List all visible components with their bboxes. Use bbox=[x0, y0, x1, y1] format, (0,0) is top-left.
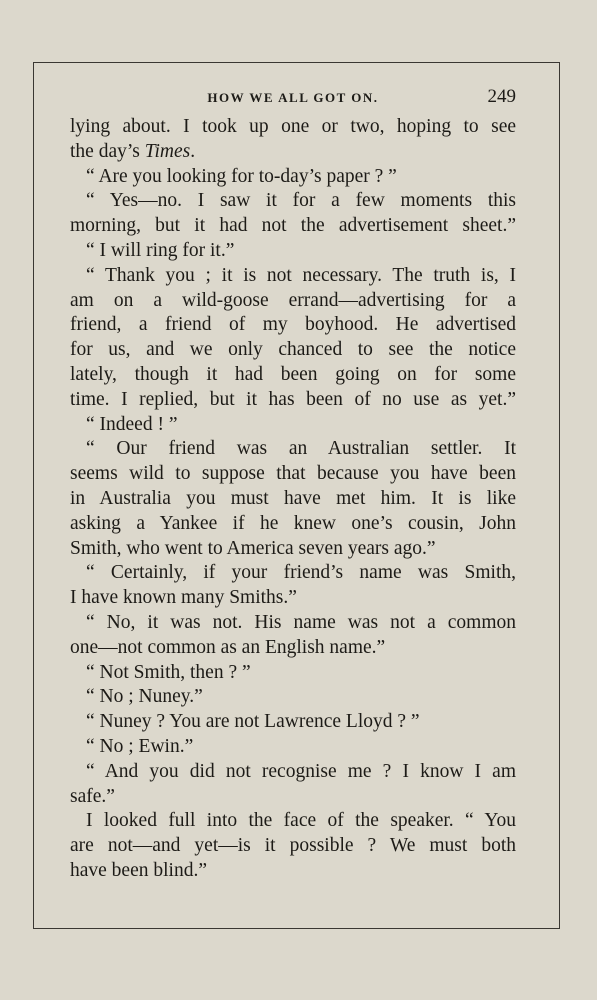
text-line: time. I replied, but it has been of no use as yet.” bbox=[70, 388, 516, 410]
text-line: “ I will ring for it.” bbox=[86, 239, 235, 261]
text-line: “ Yes—no. I saw it for a few moments this bbox=[86, 190, 516, 212]
text-line: “ No ; Nuney.” bbox=[86, 686, 203, 708]
text-line: “ Certainly, if your friend’s name was Smith, bbox=[86, 562, 516, 584]
text-line: in Australia you must have met him. It is like bbox=[70, 487, 516, 509]
text-line: lying about. I took up one or two, hoping to see bbox=[70, 116, 516, 137]
text-line: “ Not Smith, then ? ” bbox=[86, 661, 251, 683]
text-line: friend, a friend of my boyhood. He advertised bbox=[70, 314, 516, 336]
text-line: “ Our friend was an Australian settler. It bbox=[86, 438, 516, 460]
text-line: am on a wild-goose errand—advertising for a bbox=[70, 289, 516, 311]
text-line: morning, but it had not the advertisement sheet.” bbox=[70, 215, 516, 237]
text-line: seems wild to suppose that because you have been bbox=[70, 463, 516, 485]
text-line: “ No, it was not. His name was not a common bbox=[86, 611, 516, 633]
body-text bbox=[70, 115, 516, 884]
text-line: are not—and yet—is it possible ? We must both bbox=[70, 835, 516, 857]
page-number: 249 bbox=[487, 86, 516, 107]
text-line: “ Are you looking for to-day’s paper ? ” bbox=[86, 165, 397, 187]
text-line: “ And you did not recognise me ? I know I am bbox=[86, 760, 516, 782]
text-line: lately, though it had been going on for some bbox=[70, 363, 516, 385]
text-line: “ No ; Ewin.” bbox=[86, 735, 194, 757]
text-line: I looked full into the face of the speaker. “ You bbox=[86, 810, 516, 832]
text-line: “ Indeed ! ” bbox=[86, 413, 178, 435]
text-line: safe.” bbox=[70, 785, 115, 807]
text-line: Smith, who went to America seven years ago.” bbox=[70, 537, 436, 559]
text-line: for us, and we only chanced to see the notice bbox=[70, 339, 516, 361]
text-line: “ Nuney ? You are not Lawrence Lloyd ? ” bbox=[86, 711, 420, 733]
text-line: have been blind.” bbox=[70, 859, 207, 881]
running-head: HOW WE ALL GOT ON. bbox=[207, 90, 379, 105]
text-line: I have known many Smiths.” bbox=[70, 587, 297, 609]
text-line: one—not common as an English name.” bbox=[70, 636, 386, 658]
page-header bbox=[70, 86, 516, 110]
text-line: asking a Yankee if he knew one’s cousin, John bbox=[70, 512, 516, 534]
text-line: “ Thank you ; it is not necessary. The truth is, I bbox=[86, 264, 516, 286]
text-line: the day’s Times. bbox=[70, 140, 196, 162]
